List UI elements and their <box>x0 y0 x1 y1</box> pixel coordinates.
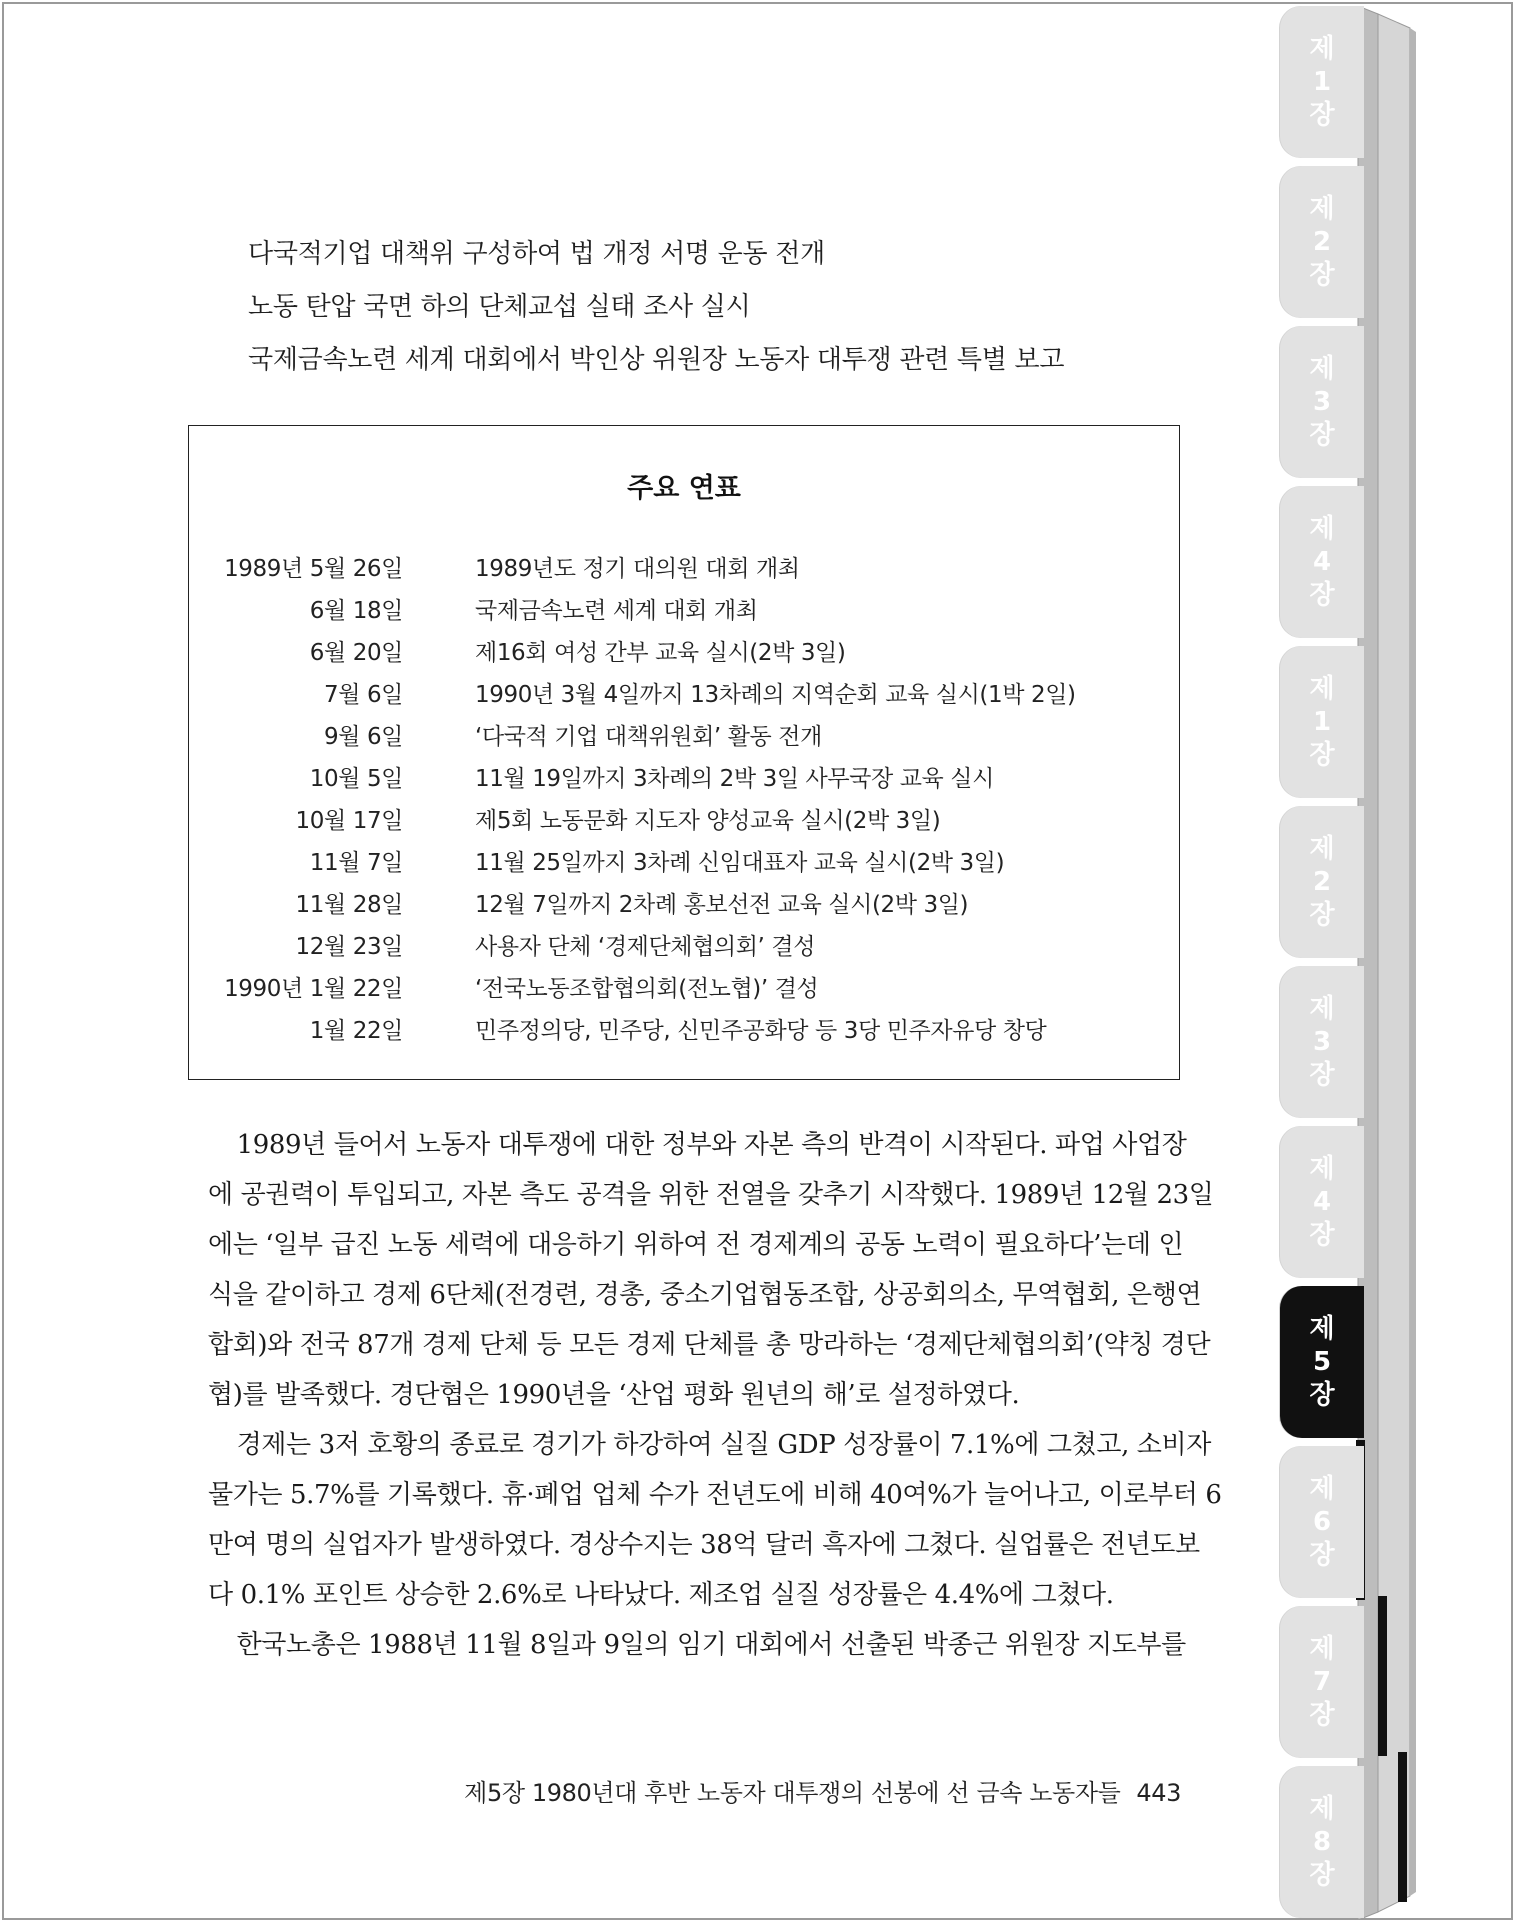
chapter-tab-num: 3 <box>1312 386 1332 417</box>
chapter-tab-top: 제 <box>1309 993 1335 1024</box>
chronology-row <box>189 886 1179 920</box>
chapter-tab-bottom: 장 <box>1309 579 1335 610</box>
chronology-date: 10월 17일 <box>295 808 403 834</box>
chapter-tab-bottom: 장 <box>1309 899 1335 930</box>
chronology-event: 11월 25일까지 3차례 신임대표자 교육 실시(2박 3일) <box>475 850 1005 876</box>
chapter-tab-num: 3 <box>1312 1026 1332 1057</box>
chapter-tab-top: 제 <box>1309 1153 1335 1184</box>
chronology-event: 사용자 단체 ‘경제단체협의회’ 결성 <box>475 934 816 960</box>
chapter-tab-num: 2 <box>1312 866 1332 897</box>
chronology-event: 민주정의당, 민주당, 신민주공화당 등 3당 민주자유당 창당 <box>475 1018 1047 1044</box>
chronology-event: 1989년도 정기 대의원 대회 개최 <box>475 556 800 582</box>
paragraph-1 <box>208 1120 1187 1170</box>
chronology-event: ‘전국노동조합협의회(전노협)’ 결성 <box>475 976 819 1002</box>
chronology-date: 1월 22일 <box>309 1018 403 1044</box>
chapter-tab-top: 제 <box>1309 193 1335 224</box>
chapter-tab[interactable] <box>1280 326 1364 478</box>
paragraph-2 <box>208 1420 1211 1470</box>
chronology-row <box>189 592 1179 626</box>
text-line: 식을 같이하고 경제 6단체(전경련, 경총, 중소기업협동조합, 상공회의소, 무역협회, 은행연 <box>208 1280 1202 1310</box>
chronology-row <box>189 718 1179 752</box>
chapter-tab[interactable] <box>1280 166 1364 318</box>
chronology-event: 1990년 3월 4일까지 13차례의 지역순회 교육 실시(1박 2일) <box>475 682 1076 708</box>
text-line: 협)를 발족했다. 경단협은 1990년을 ‘산업 평화 원년의 해’로 설정하였다. <box>208 1380 1020 1410</box>
chapter-tab-num: 8 <box>1312 1826 1332 1857</box>
chronology-box <box>188 425 1180 1080</box>
intro-line: 다국적기업 대책위 구성하여 법 개정 서명 운동 전개 <box>248 239 825 269</box>
chronology-row <box>189 676 1179 710</box>
paragraph-2-continued <box>208 1470 1222 1620</box>
chapter-tab[interactable] <box>1280 1126 1364 1278</box>
text-line: 경제는 3저 호황의 종료로 경기가 하강하여 실질 GDP 성장률이 7.1%에 그쳤고, 소비자 <box>236 1430 1211 1460</box>
chronology-date: 11월 7일 <box>309 850 403 876</box>
chapter-tab-bottom: 장 <box>1309 1539 1335 1570</box>
chapter-tab-top: 제 <box>1309 833 1335 864</box>
chronology-date: 1989년 5월 26일 <box>224 556 403 582</box>
chapter-tab[interactable] <box>1280 1766 1364 1918</box>
chapter-tab-num: 6 <box>1312 1506 1332 1537</box>
chapter-tab-num: 5 <box>1312 1346 1332 1377</box>
text-line: 1989년 들어서 노동자 대투쟁에 대한 정부와 자본 측의 반격이 시작된다. 파업 사업장 <box>236 1130 1187 1160</box>
chapter-tab[interactable] <box>1280 1286 1364 1438</box>
chapter-tab-bottom: 장 <box>1309 1379 1335 1410</box>
chronology-date: 12월 23일 <box>295 934 403 960</box>
intro-line: 국제금속노련 세계 대회에서 박인상 위원장 노동자 대투쟁 관련 특별 보고 <box>248 345 1065 375</box>
chapter-tab-top: 제 <box>1309 353 1335 384</box>
paragraph-1-continued <box>208 1170 1214 1420</box>
chronology-date: 7월 6일 <box>323 682 403 708</box>
chapter-tab[interactable] <box>1280 806 1364 958</box>
chronology-row <box>189 844 1179 878</box>
chapter-tab-bottom: 장 <box>1309 1219 1335 1250</box>
chapter-tab[interactable] <box>1280 486 1364 638</box>
chronology-event: 제16회 여성 간부 교육 실시(2박 3일) <box>475 640 846 666</box>
chronology-date: 10월 5일 <box>309 766 403 792</box>
chronology-row <box>189 970 1179 1004</box>
chapter-tab-bottom: 장 <box>1309 1859 1335 1890</box>
chapter-tab-bottom: 장 <box>1309 259 1335 290</box>
chapter-tab[interactable] <box>1280 646 1364 798</box>
chronology-event: ‘다국적 기업 대책위원회’ 활동 전개 <box>475 724 822 750</box>
chapter-tab-top: 제 <box>1309 1633 1335 1664</box>
chronology-title: 주요 연표 <box>627 473 741 504</box>
chapter-tab-bottom: 장 <box>1309 99 1335 130</box>
chronology-row <box>189 802 1179 836</box>
chapter-tab-num: 4 <box>1312 1186 1332 1217</box>
chapter-tab-bottom: 장 <box>1309 419 1335 450</box>
chapter-tab-bottom: 장 <box>1309 1059 1335 1090</box>
chapter-tab-num: 1 <box>1312 66 1332 97</box>
body-text <box>208 1120 1222 1670</box>
text-line: 만여 명의 실업자가 발생하였다. 경상수지는 38억 달러 흑자에 그쳤다. 실업률은 전년도보 <box>208 1530 1200 1560</box>
page-number: 443 <box>1136 1779 1181 1807</box>
chronology-event: 12월 7일까지 2차례 홍보선전 교육 실시(2박 3일) <box>475 892 969 918</box>
text-line: 한국노총은 1988년 11월 8일과 9일의 임기 대회에서 선출된 박종근 위원장 지도부를 <box>236 1630 1186 1660</box>
intro-line: 노동 탄압 국면 하의 단체교섭 실태 조사 실시 <box>248 292 751 322</box>
chronology-date: 1990년 1월 22일 <box>224 976 403 1002</box>
chapter-tab-top: 제 <box>1309 1473 1335 1504</box>
text-line: 물가는 5.7%를 기록했다. 휴·폐업 업체 수가 전년도에 비해 40여%가 늘어나고, 이로부터 6 <box>208 1480 1222 1510</box>
text-line: 합회)와 전국 87개 경제 단체 등 모든 경제 단체를 총 망라하는 ‘경제단체협의회’(약칭 경단 <box>208 1330 1211 1360</box>
chapter-tab[interactable] <box>1280 1446 1364 1598</box>
chapter-tab-top: 제 <box>1309 513 1335 544</box>
text-line: 에는 ‘일부 급진 노동 세력에 대응하기 위하여 전 경제계의 공동 노력이 필요하다’는데 인 <box>208 1230 1184 1260</box>
chronology-event: 국제금속노련 세계 대회 개최 <box>475 598 758 624</box>
paragraph-3 <box>208 1620 1186 1670</box>
chapter-tab-top: 제 <box>1309 33 1335 64</box>
chronology-date: 9월 6일 <box>323 724 403 750</box>
chronology-row <box>189 1012 1179 1046</box>
chronology-date: 11월 28일 <box>295 892 403 918</box>
chronology-row <box>189 928 1179 962</box>
chapter-tab-top: 제 <box>1309 1313 1335 1344</box>
chronology-row <box>189 760 1179 794</box>
intro-list <box>248 228 1148 387</box>
chapter-tab[interactable] <box>1280 966 1364 1118</box>
chapter-tab-num: 2 <box>1312 226 1332 257</box>
text-line: 에 공권력이 투입되고, 자본 측도 공격을 위한 전열을 갖추기 시작했다. 1989년 12월 23일 <box>208 1180 1214 1210</box>
chapter-tab[interactable] <box>1280 1606 1364 1758</box>
chronology-event: 제5회 노동문화 지도자 양성교육 실시(2박 3일) <box>475 808 941 834</box>
chronology-event: 11월 19일까지 3차례의 2박 3일 사무국장 교육 실시 <box>475 766 994 792</box>
chronology-row <box>189 550 1179 584</box>
chapter-tab-bottom: 장 <box>1309 1699 1335 1730</box>
running-footer <box>464 1773 1181 1808</box>
chapter-tab-num: 4 <box>1312 546 1332 577</box>
text-line: 다 0.1% 포인트 상승한 2.6%로 나타났다. 제조업 실질 성장률은 4.4%에 그쳤다. <box>208 1580 1114 1610</box>
chapter-tab-top: 제 <box>1309 673 1335 704</box>
chapter-tab-num: 1 <box>1312 706 1332 737</box>
chronology-date: 6월 20일 <box>309 640 403 666</box>
chapter-tab-bottom: 장 <box>1309 739 1335 770</box>
chapter-tab[interactable] <box>1280 6 1364 158</box>
chronology-row <box>189 634 1179 668</box>
running-title: 제5장 1980년대 후반 노동자 대투쟁의 선봉에 선 금속 노동자들 <box>464 1779 1121 1807</box>
chapter-tab-num: 7 <box>1312 1666 1332 1697</box>
chapter-tab-top: 제 <box>1309 1793 1335 1824</box>
chronology-date: 6월 18일 <box>309 598 403 624</box>
